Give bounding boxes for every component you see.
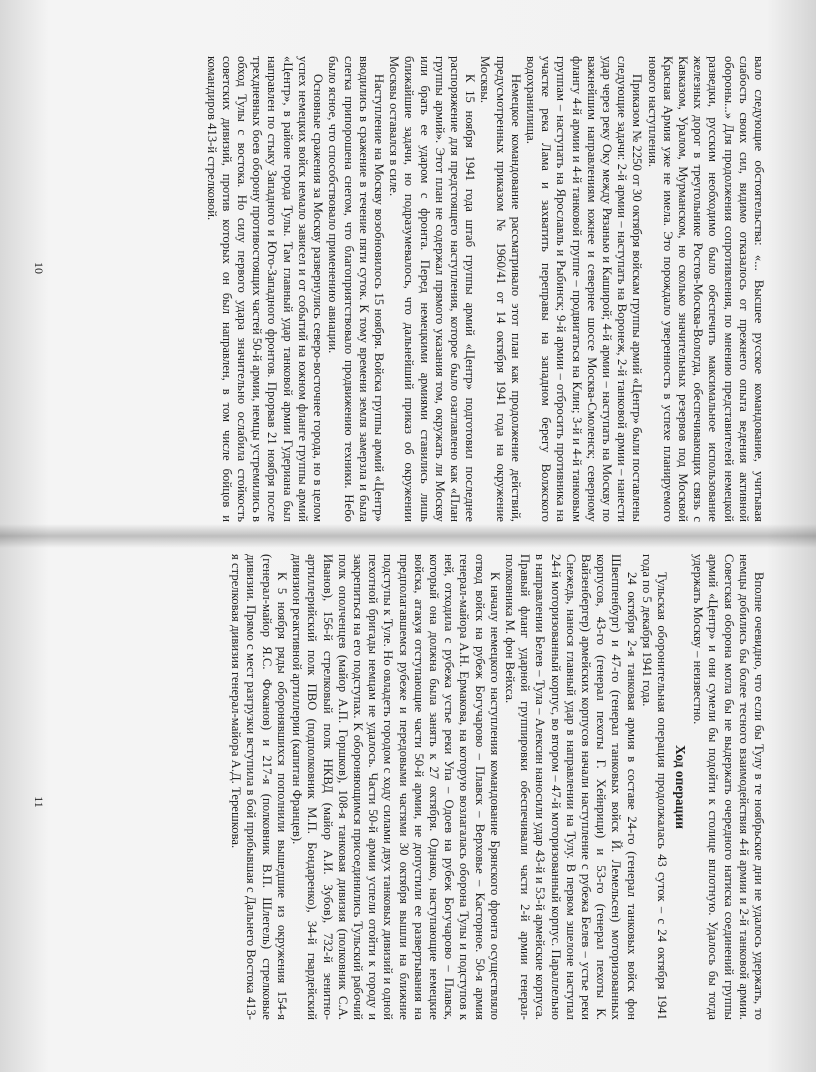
right-page: [0, 536, 816, 1072]
paragraph: Основные сражения за Москву развернулись северо-восточнее города, но в целом успех немецких войск немало зависел и от событий на южном фланге группы армий «Центр», в районе города Тулы. Там главный удар танковой армии Гудериана был направлен по стыку Западного и Юго-Западного фронтов. Прорвав 21 ноября после трехдневных боев оборону противостоящих частей 50-й армии, немцы устремились в обход Тулы с востока. Но силу первого удара значительно ослабила стойкость советских дивизий, против которых он был направлен, в том числе бойцов и командиров 413-й стрелковой.: [204, 56, 326, 522]
paragraph: Вполне очевидно, что если бы Тулу в те ноябрьские дни не удалось удержать, то немцы добились бы более тесного взаимодействия 4-й армии и 2-й танковой армии. Советская оборона могла бы не выдержать очередного натиска соединений группы армий «Центр» и они сумели бы подойти к столице вплотную. Удалось бы тогда удержать Москву – неизвестно.: [691, 554, 766, 1020]
paragraph: вало следующие обстоятельства: «... Высшее русское командование, учитывая слабость своих сил, видимо отказалось от прежнего опыта ведения активной обороны...» Для продолжения сопротивления, по мнению представителей немецкой разведки, русским необходимо было обеспечить максимальное использование железных дорог в треугольнике Ростов-Москва-Вологда, обеспечивающих связь с Кавказом, Уралом, Мурманском, но сколько значительных резервов под Москвой Красная Армия уже не имела. Это порождало уверенность в успехе планируемого нового наступления.: [645, 56, 766, 522]
paragraph: 24 октября 2-я танковая армия в составе 24-го (генерал танковых войск фон Швеппенбург) и 47-го (генерал танковых войск Й. Лемельсен) моторизованных корпусов, 43-го (генерал пехоты Г. Хейнрици) и 53-го (генерал пехоты К. Вайзенбергер) армейских корпусов начали наступление с рубежа Белев – устье реки Снежедь, нанося главный удар в направлении на Тулу. В первом эшелоне наступал 24-й моторизованный корпус, во втором – 47-й моторизованный корпус. Параллельно в направлении Белев – Тула – Алексин наносили удар 43-й и 53-й армейские корпуса. Правый фланг ударной группировки обеспечивали части 2-й армии генерал-полковника М. фон Вейхса.: [502, 554, 639, 1020]
paragraph: Немецкое командование рассматривало этот план как продолжение действий, предусмотренных приказом № 1960/41 от 14 октября 1941 года на окружение Москвы.: [478, 56, 523, 522]
paragraph: Приказом № 2250 от 30 октября войскам группы армий «Центр» были поставлены следующие задачи: 2-й армии – наступать на Воронеж, 2-й танковой армии – нанести удар через реку Оку между Рязанью и Каширой; 4-й армии – наступать на Москву по важнейшим направлениям южнее и севернее шоссе Москва-Смоленск; северному флангу 4-й армии и 4-й танковой группе – продвигаться на Клин; 3-й и 4-й танковым группам – наступать на Ярославль и Рыбинск; 9-й армии – отбросить противника на участке река Лама и захватить переправы на западном берегу Волжского водохранилища.: [523, 56, 645, 522]
paragraph: Наступление на Москву возобновилось 15 ноября. Войска группы армий «Центр» вводились в сражение в течение пяти суток. К тому времени земля замерзла и была слегка припорошена снегом, что благоприятствовало продвижению техники. Небо было ясное, что способствовало применению авиации.: [326, 56, 386, 522]
section-heading: Ход операции: [672, 744, 688, 829]
page-number: 11: [32, 796, 46, 808]
paragraph: Тульская оборонительная операция продолжалась 43 суток – с 24 октября 1941 года по 5 декабря 1941 года.: [639, 554, 669, 1020]
paragraph: К 15 ноября 1941 года штаб группы армий «Центр» подготовил последнее распоряжение для предстоящего наступления, которое было озаглавлено как «План группы армий». Этот план не содержал прямого указания том, окружать ли Москву или брать ее ударом с фронта. Перед немецкими армиями ставились лишь ближайшие задачи, но подразумевалось, что дальнейший приказ об окружении Москвы оставался в силе.: [387, 56, 478, 522]
paragraph: К 5 ноября ряды оборонявшихся пополнили вышедшие из окружения 154-я (генерал-майор Я.С. Фоканов) и 217-я (полковник В.П. Шлегель) стрелковые дивизии. Прямо с мест разгрузки вступила в бой прибывшая с Дальнего Востока 413-я стрелковая дивизия генерал-майора А.Д. Терешкова.: [229, 554, 289, 1020]
paragraph: К началу немецкого наступления командование Брянского фронта осуществляло отвод войск на рубеж Богучарово – Плавск – Верховье – Касторное. 50-я армия генерал-майора А.Н. Ермакова, на которую возлагалась оборона Тулы и подступов к ней, отходила с рубежа устье реки Упа – Одоев на рубеж Богучарово – Плавск, который она должна была занять к 27 октября. Однако, наступающие немецкие войска, атакуя отступающие части 50-й армии, не допустили ее развертывания на предполагавшемся рубеже и передовыми частями 30 октября вышли на ближние подступы к Туле. Но овладеть городом с ходу силами двух танковых дивизий и одной пехотной бригады немцам не удалось. Части 50-й армии успели отойти к городу и закрепиться на его подступах. К обороняющимся присоединились Тульский рабочий полк ополченцев (майор А.П. Горшков), 108-я танковая дивизия (полковник С.А. Иванов), 156-й стрелковый полк НКВД (майор А.И. Зубов), 732-й зенитно-артиллерийский полк ПВО (подполковник М.П. Бондаренко), 34-й гвардейский дивизион реактивной артиллерии (капитан Францев).: [290, 554, 502, 1020]
page-number: 10: [32, 262, 46, 274]
